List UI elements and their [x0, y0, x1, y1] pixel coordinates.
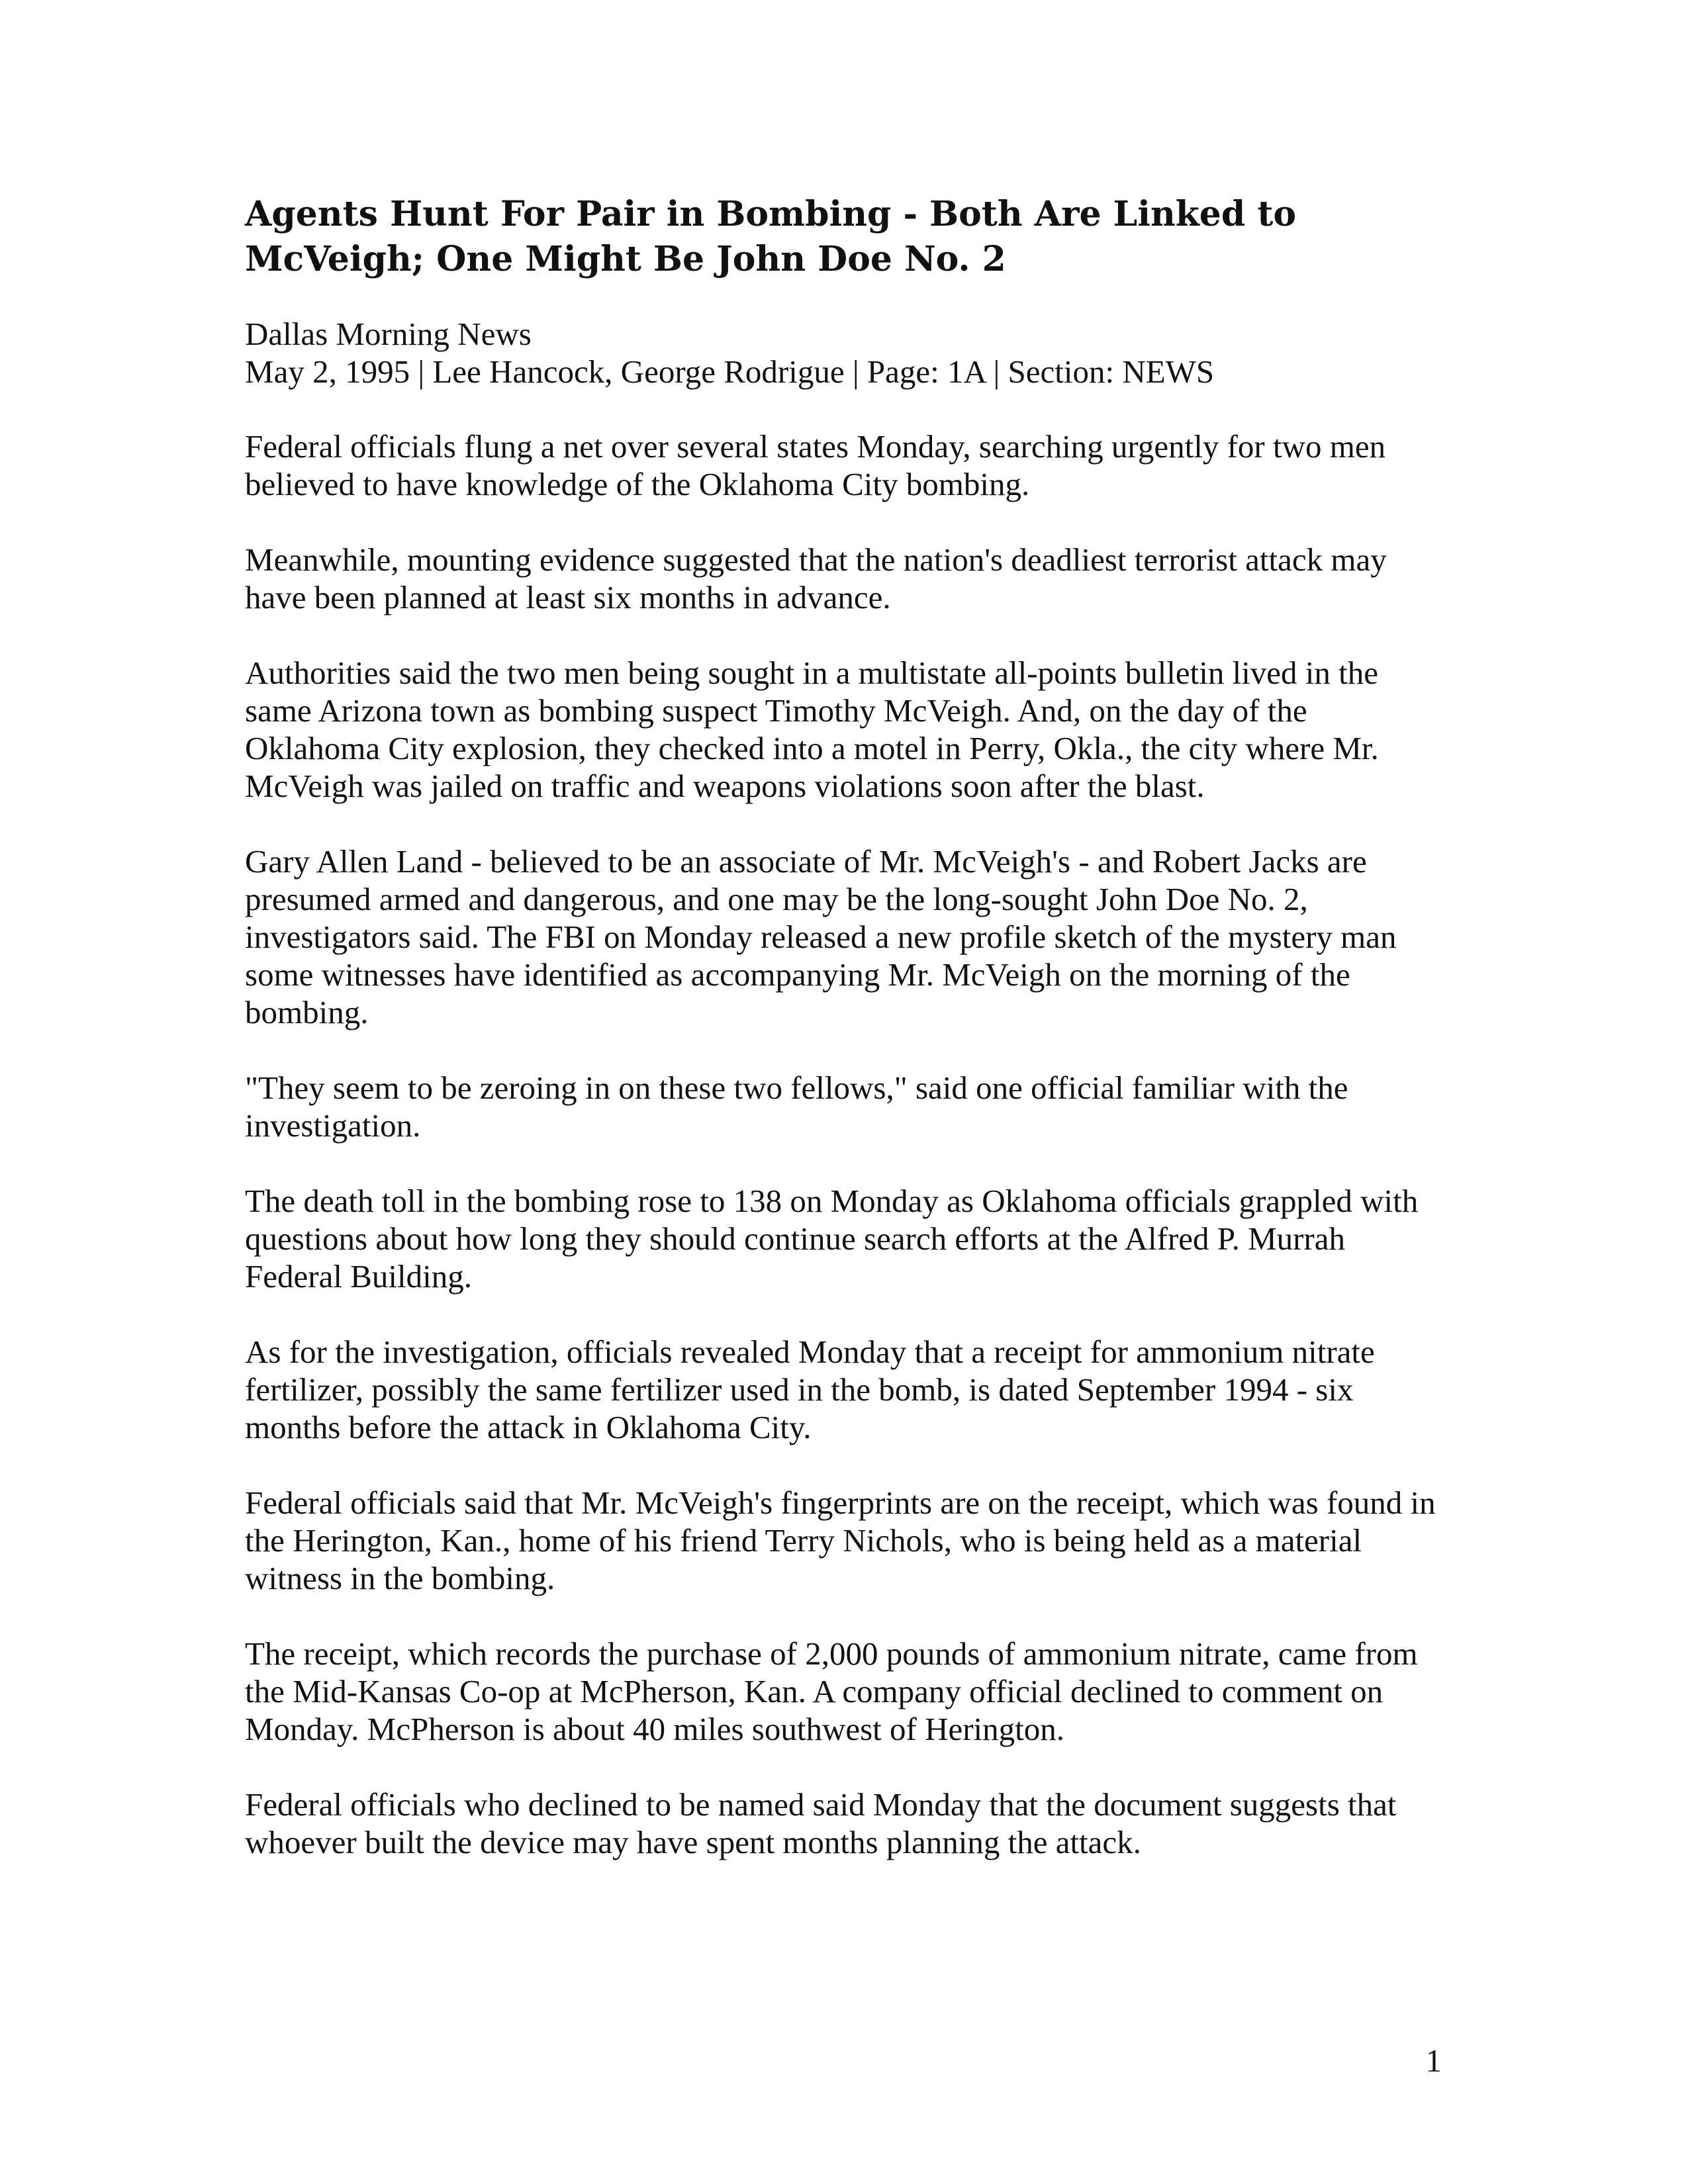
- article-paragraph: As for the investigation, officials revealed Monday that a receipt for ammonium nitrate fertilizer, possibly the same fertilizer used in the bomb, is dated September 1994 - six months before the attack in Oklahoma City.: [245, 1334, 1375, 1445]
- article: [245, 192, 1443, 1899]
- article-paragraph: Authorities said the two men being sought in a multistate all-points bulletin lived in the same Arizona town as bombing suspect Timothy McVeigh. And, on the day of the Oklahoma City explosion, they checked into a motel in Perry, Okla., the city where Mr. McVeigh was jailed on traffic and weapons violations soon after the blast.: [245, 655, 1379, 804]
- article-meta: [245, 315, 1443, 390]
- article-paragraph: Meanwhile, mounting evidence suggested that the nation's deadliest terrorist attack may have been planned at least six months in advance.: [245, 541, 1387, 615]
- article-paragraph: Federal officials flung a net over several states Monday, searching urgently for two men believed to have knowledge of the Oklahoma City bombing.: [245, 428, 1386, 502]
- article-headline: Agents Hunt For Pair in Bombing - Both Are Linked to McVeigh; One Might Be John Doe No. 2: [245, 194, 1297, 279]
- article-byline: May 2, 1995 | Lee Hancock, George Rodrigue | Page: 1A | Section: NEWS: [245, 353, 1215, 390]
- article-paragraph: Federal officials who declined to be named said Monday that the document suggests that whoever built the device may have spent months planning the attack.: [245, 1786, 1397, 1860]
- article-paragraph: Federal officials said that Mr. McVeigh's fingerprints are on the receipt, which was found in the Herington, Kan., home of his friend Terry Nichols, who is being held as a material witness in the bombing.: [245, 1484, 1436, 1596]
- article-paragraph: The death toll in the bombing rose to 138 on Monday as Oklahoma officials grappled with questions about how long they should continue search efforts at the Alfred P. Murrah Federal Building.: [245, 1183, 1419, 1295]
- article-paragraph: The receipt, which records the purchase of 2,000 pounds of ammonium nitrate, came from the Mid-Kansas Co-op at McPherson, Kan. A company official declined to comment on Monday. McPherson is about 40 miles southwest of Herington.: [245, 1635, 1418, 1747]
- article-paragraph: Gary Allen Land - believed to be an associate of Mr. McVeigh's - and Robert Jacks are presumed armed and dangerous, and one may be the long-sought John Doe No. 2, investigators said. The FBI on Monday released a new profile sketch of the mystery man some witnesses have identified as accompanying Mr. McVeigh on the morning of the bombing.: [245, 843, 1397, 1030]
- article-paragraph: "They seem to be zeroing in on these two fellows," said one official familiar with the investigation.: [245, 1069, 1348, 1144]
- page-number: 1: [1425, 2042, 1442, 2079]
- article-source: Dallas Morning News: [245, 316, 532, 352]
